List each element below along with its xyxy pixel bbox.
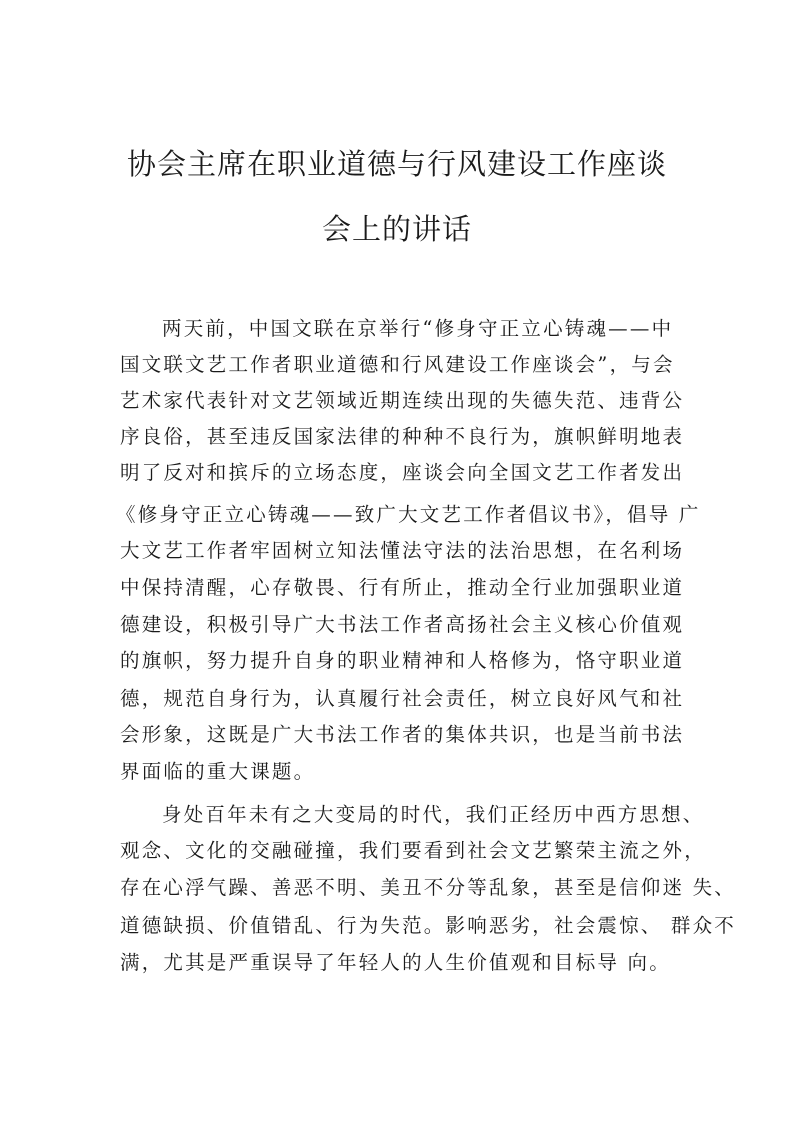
paragraph-1-line: 国文联文艺工作者职业道德和行风建设工作座谈会”，与会	[120, 353, 675, 376]
paragraph-1-line: 明了反对和摈斥的立场态度，座谈会向全国文艺工作者发出	[120, 461, 685, 484]
paragraph-1-line: 德，规范自身行为，认真履行社会责任，树立良好风气和社	[120, 687, 685, 710]
paragraph-2-line: 存在心浮气躁、善恶不明、美丑不分等乱象，甚至是信仰迷 失、	[120, 876, 736, 899]
paragraph-2-line: 身处百年未有之大变局的时代，我们正经历中西方思想、	[162, 803, 705, 826]
paragraph-1-line: 艺术家代表针对文艺领域近期连续出现的失德失范、违背公	[120, 389, 685, 412]
paragraph-2-line: 道德缺损、价值错乱、行为失范。影响恶劣，社会震惊、 群众不	[120, 914, 736, 937]
paragraph-2-line: 满，尤其是严重误导了年轻人的人生价值观和目标导 向。	[120, 951, 671, 974]
document-title-line-1: 协会主席在职业道德与行风建设工作座谈	[126, 147, 667, 181]
paragraph-1-line: 会形象，这既是广大书法工作者的集体共识，也是当前书法	[120, 723, 685, 746]
paragraph-1-line: 《修身守正立心铸魂——致广大文艺工作者倡议书》，倡导 广	[116, 503, 701, 526]
paragraph-1-line: 中保持清醒，心存敬畏、行有所止，推动全行业加强职业道	[120, 576, 685, 599]
paragraph-1-line: 的旗帜，努力提升自身的职业精神和人格修为，恪守职业道	[120, 649, 685, 672]
document-title-line-2: 会上的讲话	[321, 212, 472, 246]
paragraph-1-line: 大文艺工作者牢固树立知法懂法守法的法治思想，在名利场	[120, 539, 685, 562]
paragraph-2-line: 观念、文化的交融碰撞，我们要看到社会文艺繁荣主流之外，	[120, 839, 706, 862]
paragraph-1-line: 界面临的重大课题。	[120, 760, 316, 783]
paragraph-1-line: 德建设，积极引导广大书法工作者高扬社会主义核心价值观	[120, 613, 685, 636]
paragraph-1-line: 序良俗，甚至违反国家法律的种种不良行为，旗帜鲜明地表	[120, 425, 685, 448]
paragraph-1-line: 两天前，中国文联在京举行“修身守正立心铸魂——中	[162, 317, 674, 340]
